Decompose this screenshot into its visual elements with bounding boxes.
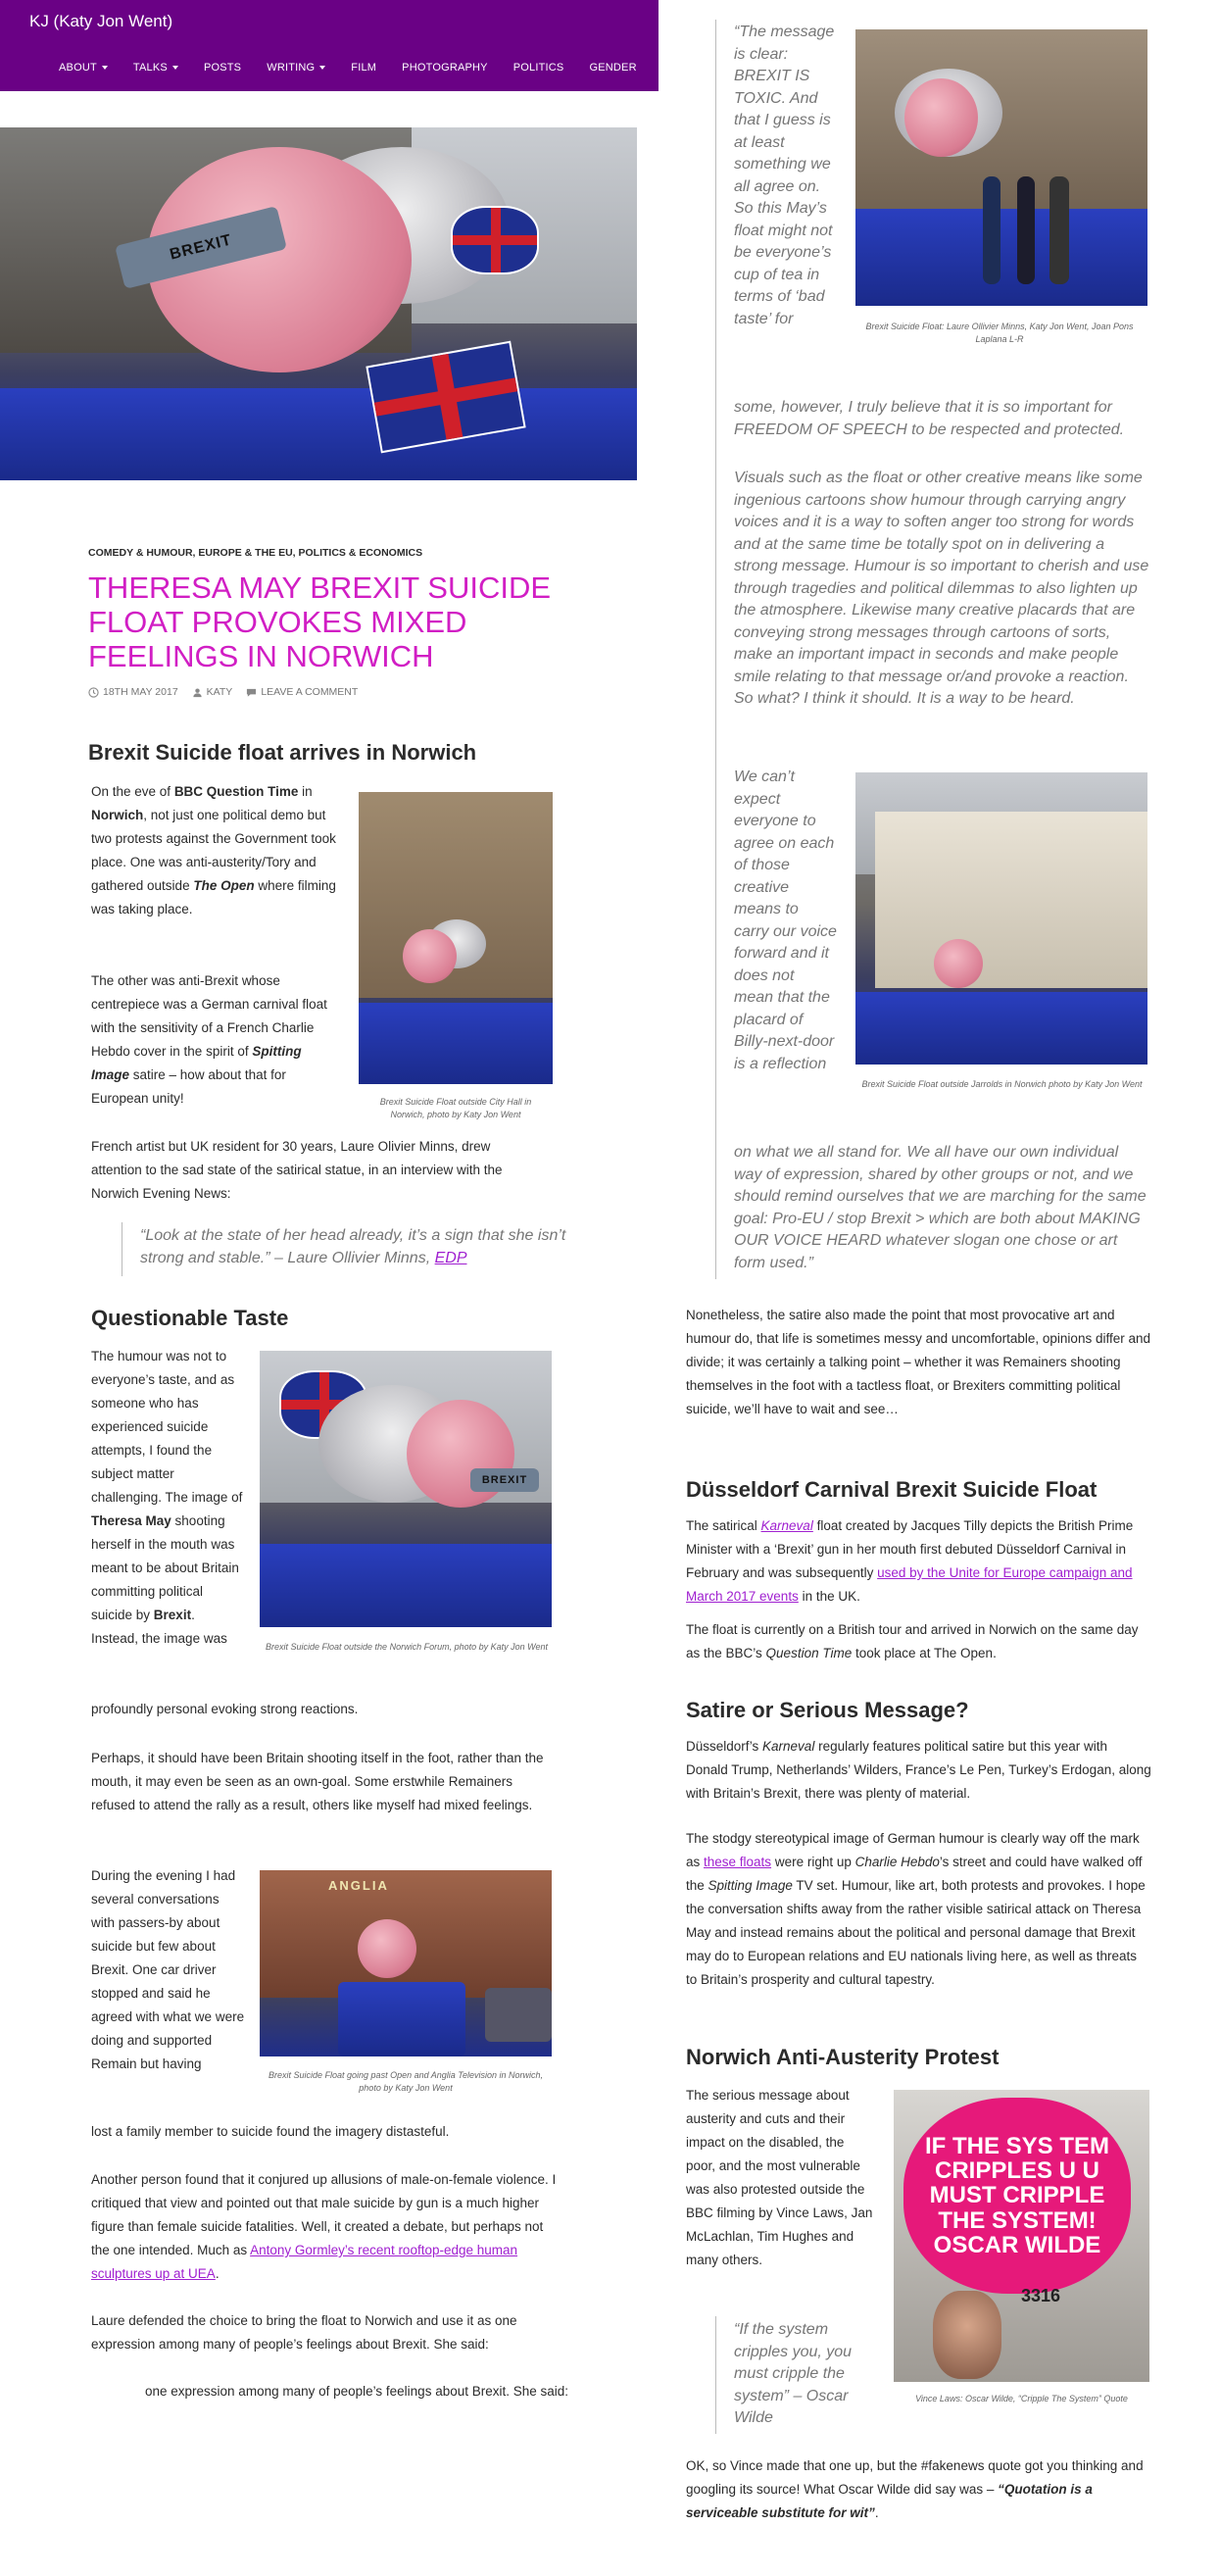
primary-nav	[59, 62, 670, 74]
nav-label: POLITICS	[512, 62, 564, 74]
quote-oscar-wilde: “If the system cripples you, you must cripple the system” – Oscar Wilde	[734, 2321, 853, 2426]
caption-norwich-forum: Brexit Suicide Float outside the Norwich Forum, photo by Katy Jon Went	[266, 1642, 548, 1652]
photo-anglia-tv[interactable]	[260, 1870, 552, 2056]
nav-label: WRITING	[267, 62, 316, 74]
nav-item-writing[interactable]	[267, 62, 325, 74]
paragraph-laure-intro: French artist but UK resident for 30 years, Laure Olivier Minns, drew attention to the sad state of the satirical statue, in an interview with the Norwich Evening News:	[91, 1139, 503, 1201]
brexit-gun: BREXIT	[115, 206, 287, 289]
paragraph-fakenews: OK, so Vince made that one up, but the #fakenews quote got you thinking and googling its source! What Oscar Wilde did say was – “Quotation is a serviceable substitute for wit”.	[686, 2458, 1144, 2520]
quote-message-clear: “The message is clear: BREXIT IS TOXIC. And that I guess is at least something we all agree on. So this May’s float might not be everyone’s cup of tea in terms of ‘bad taste’ for	[734, 24, 835, 327]
leave-comment-link[interactable]: LEAVE A COMMENT	[246, 686, 358, 698]
quote-bar-wilde	[715, 2316, 716, 2434]
site-title[interactable]: KJ (Katy Jon Went)	[29, 12, 173, 30]
paragraph-german-humour: The stodgy stereotypical image of German humour is clearly way off the mark as these floats were right up Charlie Hebdo’s street and could have walked off the Spitting Image TV set. Humour, like art, both protests and provokes. I hope the conversation shifts away from the rather visible satirical attack on Theresa May and instead remains about the political and personal damage that Brexit may do to European relations and EU nationals living here, as well as threats to Britain’s prosperity and cultural tapestry.	[686, 1831, 1146, 1987]
nav-label: GENDER	[589, 62, 637, 74]
photo-norwich-forum[interactable]: BREXIT	[260, 1351, 552, 1627]
karneval-link[interactable]: Karneval	[760, 1518, 813, 1533]
photo-group[interactable]	[855, 29, 1147, 306]
paragraph-satire: Düsseldorf’s Karneval regularly features political satire but this year with Donald Trump, Netherlands’ Wilders, France’s Le Pen, Turkey’s Erdogan, along with Britain’s Brexit, there was plenty of material.	[686, 1739, 1151, 1801]
paragraph-anti-brexit: The other was anti-Brexit whose centrepiece was a German carnival float with the sensitivity of a French Charlie Hebdo cover in the spirit of Spitting Image satire – how about that for European unity!	[91, 973, 327, 1106]
clock-icon	[88, 687, 99, 698]
unite-for-europe-link[interactable]: used by the Unite for Europe campaign and March 2017 events	[686, 1565, 1133, 1604]
post-author[interactable]: KATY	[192, 686, 233, 698]
paragraph-evening: During the evening I had several conversations with passers-by about suicide but few about Brexit. One car driver stopped and said he agreed with what we were doing and supported Remain but having	[91, 1868, 245, 2071]
paragraph-nonetheless: Nonetheless, the satire also made the point that most provocative art and humour do, that life is sometimes messy and uncomfortable, opinions differ and divide; it was certainly a talking point – whether it was Remainers shooting themselves in the foot with a tactless float, or Brexiters committing political suicide, we’ll have to wait and see…	[686, 1308, 1150, 1416]
post-meta	[88, 686, 358, 698]
nav-item-talks[interactable]	[133, 62, 178, 74]
nav-label: TALKS	[132, 62, 168, 74]
quote-laure: “Look at the state of her head already, it’s a sign that she isn’t strong and stable.” – Laure Ollivier Minns, EDP	[140, 1227, 566, 1266]
paragraph-humour: The humour was not to everyone’s taste, and as someone who has experienced suicide attempts, I found the subject matter challenging. The image of Theresa May shooting herself in the mouth was meant to be about Britain committing political suicide by Brexit. Instead, the image was	[91, 1349, 243, 1646]
caption-vince-laws: Vince Laws: Oscar Wilde, “Cripple The System” Quote	[915, 2394, 1128, 2403]
sign-number: 3316	[1021, 2286, 1061, 2305]
caret-down-icon	[319, 66, 325, 70]
caption-anglia-tv: Brexit Suicide Float going past Open and Anglia Television in Norwich, photo by Katy Jon Went	[268, 2070, 543, 2094]
site-header	[0, 0, 670, 91]
paragraph-laure-defended: Laure defended the choice to bring the float to Norwich and use it as one expression among many of people’s feelings about Brexit. She said:	[91, 2313, 517, 2352]
nav-item-politics[interactable]	[513, 62, 564, 74]
paragraph-eve: On the eve of BBC Question Time in Norwich, not just one political demo but two protests against the Government took place. One was anti-austerity/Tory and gathered outside The Open where filming was taking place.	[91, 784, 336, 916]
photo-jarrolds[interactable]	[855, 772, 1147, 1065]
paragraph-male-female: Another person found that it conjured up allusions of male-on-female violence. I critiqued that view and pointed out that male suicide by gun is a much higher figure than female suicide fatalities. Well, it created a debate, but perhaps not the one intended. Much as Antony Gormley’s recent rooftop-edge human sculptures up at UEA.	[91, 2172, 557, 2281]
post-date[interactable]: 18TH MAY 2017	[88, 686, 178, 698]
quote-expect-everyone-end: on what we all stand for. We all have our own individual way of expression, shared by other groups or not, and we should remind ourselves that we are marching for the same goal: Pro-EU / stop Brexit > which are both about MAKING OUR VOICE HEARD whatever slogan one chose or art form used.”	[734, 1144, 1147, 1271]
caret-down-icon	[172, 66, 178, 70]
nav-label: H	[661, 62, 670, 74]
nav-item-photography[interactable]	[402, 62, 488, 74]
nav-item-h[interactable]	[662, 62, 670, 74]
nav-label: ABOUT	[59, 62, 97, 74]
paragraph-humour-end: profoundly personal evoking strong reactions.	[91, 1702, 359, 1716]
quote-bar-right	[715, 20, 716, 1279]
heading-satire: Satire or Serious Message?	[686, 1698, 969, 1722]
nav-label: FILM	[351, 62, 377, 74]
caption-group: Brexit Suicide Float: Laure Ollivier Minns, Katy Jon Went, Joan Pons Laplana L-R	[865, 322, 1134, 345]
paragraph-evening-end: lost a family member to suicide found the imagery distasteful.	[91, 2124, 450, 2139]
gormley-link[interactable]: Antony Gormley’s recent rooftop-edge human sculptures up at UEA	[91, 2243, 518, 2281]
paragraph-laure-defended-duplicate: one expression among many of people’s feelings about Brexit. She said:	[145, 2384, 569, 2399]
these-floats-link[interactable]: these floats	[704, 1855, 772, 1869]
paragraph-austerity: The serious message about austerity and cuts and their impact on the disabled, the poor, and the most vulnerable was also protested outside the BBC filming by Vince Laws, Jan McLachlan, Tim Hughes and many others.	[686, 2088, 873, 2267]
post-title[interactable]: THERESA MAY BREXIT SUICIDE FLOAT PROVOKES MIXED FEELINGS IN NORWICH	[88, 570, 552, 674]
nav-item-about[interactable]	[59, 62, 108, 74]
caption-city-hall: Brexit Suicide Float outside City Hall in Norwich, photo by Katy Jon Went	[379, 1097, 532, 1120]
anglia-sign: ANGLIA	[328, 1878, 389, 1893]
paragraph-karneval: The satirical Karneval float created by Jacques Tilly depicts the British Prime Minister with a ‘Brexit’ gun in her mouth first debuted Düsseldorf Carnival in February and was subsequently used by the Unite for Europe campaign and March 2017 events in the UK.	[686, 1518, 1134, 1604]
quote-visuals: Visuals such as the float or other creative means like some ingenious cartoons show humour through carrying angry voices and it is a way to soften anger too strong for words and at the same time be totally spot on in delivering a strong message. Humour is so important to cherish and use through tragedies and political dilemmas to also lighten up the atmosphere. Likewise many creative placards that are conveying strong messages through cartoons of sorts, make an important impact in seconds and make people smile relating to that message or/and provoke a reaction. So what? I think it should. It is a way to be heard.	[734, 470, 1149, 707]
edp-link[interactable]: EDP	[434, 1249, 467, 1266]
comment-icon	[246, 687, 257, 698]
photo-vince-laws[interactable]	[894, 2090, 1149, 2382]
post-categories[interactable]: COMEDY & HUMOUR, EUROPE & THE EU, POLITICS & ECONOMICS	[88, 547, 423, 559]
heading-float-arrives: Brexit Suicide float arrives in Norwich	[88, 740, 477, 765]
nav-item-posts[interactable]	[204, 62, 241, 74]
paragraph-own-goal: Perhaps, it should have been Britain shooting itself in the foot, rather than the mouth, it may even be seen as an own-goal. Some erstwhile Remainers refused to attend the rally as a result, others like myself had mixed feelings.	[91, 1751, 544, 1812]
quote-message-clear-end: some, however, I truly believe that it is so important for FREEDOM OF SPEECH to be respected and protected.	[734, 399, 1125, 438]
user-icon	[192, 687, 203, 698]
paragraph-british-tour: The float is currently on a British tour and arrived in Norwich on the same day as the BBC’s Question Time took place at The Open.	[686, 1622, 1139, 1660]
nav-item-gender[interactable]	[589, 62, 636, 74]
heading-anti-austerity: Norwich Anti-Austerity Protest	[686, 2045, 1000, 2069]
caption-jarrolds: Brexit Suicide Float outside Jarrolds in Norwich photo by Katy Jon Went	[861, 1079, 1143, 1089]
photo-city-hall[interactable]	[359, 792, 553, 1084]
caret-down-icon	[102, 66, 108, 70]
nav-item-film[interactable]	[351, 62, 376, 74]
protest-sign: IF THE SYS TEM CRIPPLES U U MUST CRIPPLE THE SYSTEM! OSCAR WILDE	[903, 2098, 1131, 2294]
nav-label: PHOTOGRAPHY	[402, 62, 488, 74]
heading-dusseldorf: Düsseldorf Carnival Brexit Suicide Float	[686, 1477, 1098, 1502]
nav-label: POSTS	[203, 62, 242, 74]
quote-expect-everyone: We can’t expect everyone to agree on each of those creative means to carry our voice forward and it does not mean that the placard of Billy-next-door is a reflection	[734, 768, 837, 1072]
heading-questionable-taste: Questionable Taste	[91, 1306, 289, 1330]
hero-image	[0, 127, 637, 480]
